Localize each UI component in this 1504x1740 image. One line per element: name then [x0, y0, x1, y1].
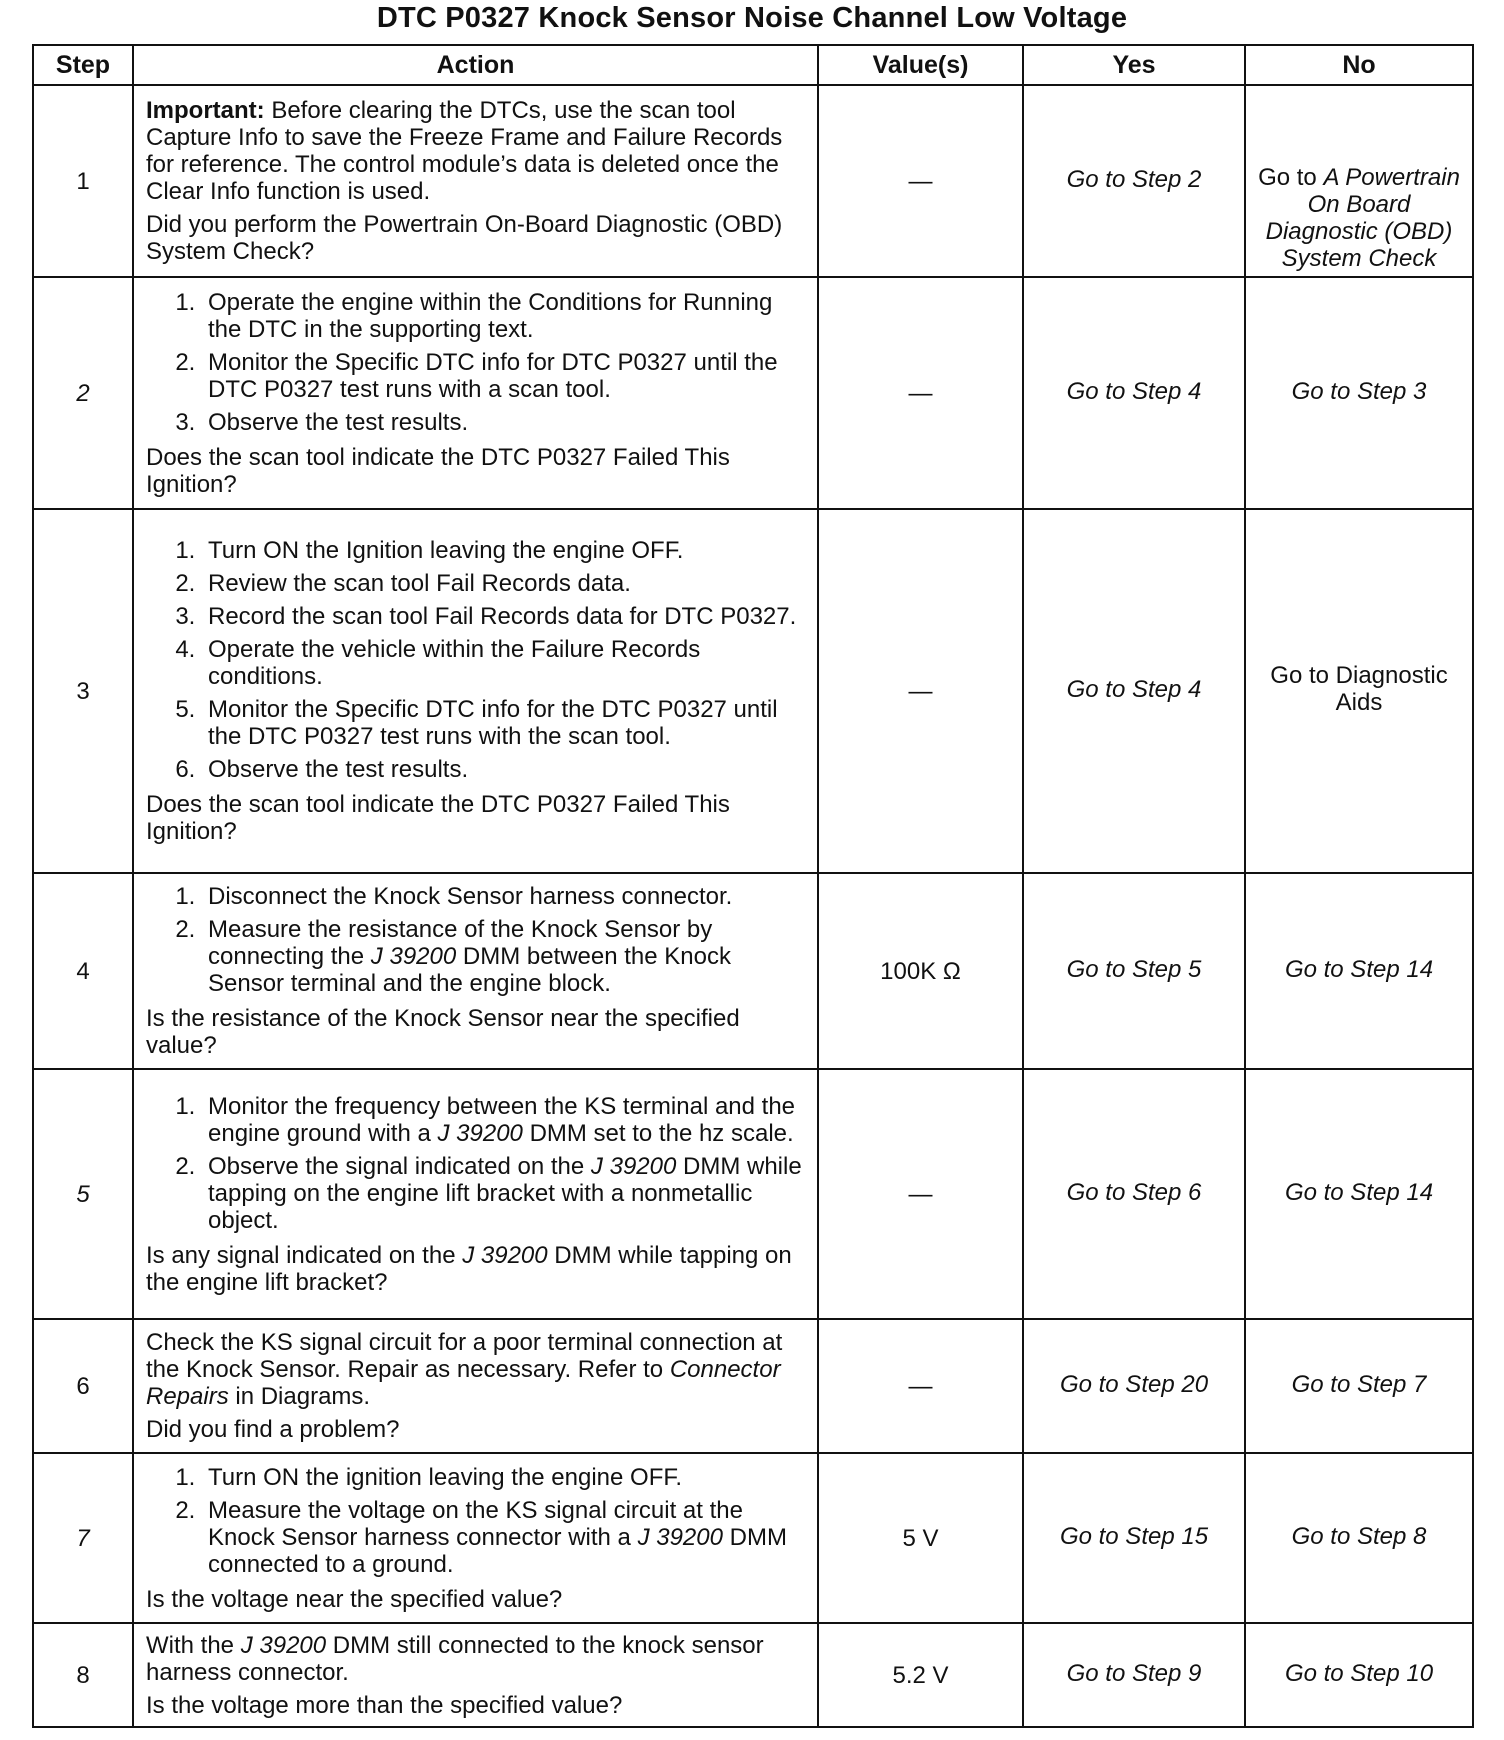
value-cell: 100K Ω	[818, 873, 1023, 1069]
important-label: Important:	[146, 97, 265, 124]
action-question: Does the scan tool indicate the DTC P0327 Failed This Ignition?	[146, 443, 730, 498]
header-yes: Yes	[1023, 45, 1245, 85]
value-cell: —	[818, 1069, 1023, 1319]
action-steps	[146, 1093, 809, 1234]
action-question	[146, 1242, 809, 1296]
action-steps	[146, 537, 809, 783]
step-text: Measure the voltage on the KS signal circuit at the Knock Sensor harness connector with a	[208, 1496, 743, 1551]
yes-result[interactable]: Go to Step 20	[1023, 1319, 1245, 1453]
diagnostic-table	[32, 44, 1474, 1728]
table-row	[33, 1623, 1473, 1727]
action-cell	[133, 277, 818, 509]
yes-result[interactable]: Go to Step 4	[1023, 277, 1245, 509]
no-result[interactable]: Go to Diagnostic Aids	[1245, 509, 1473, 873]
action-step: 1. Turn ON the Ignition leaving the engine OFF.	[202, 537, 809, 564]
action-question: Is the voltage more than the specified value?	[146, 1691, 623, 1719]
important-note	[146, 97, 809, 205]
step-text: DMM connected to a ground.	[208, 1523, 787, 1578]
step-text: DMM while tapping on the engine lift bracket with a nonmetallic object.	[208, 1152, 802, 1234]
value-cell: —	[818, 1319, 1023, 1453]
action-steps	[146, 1464, 809, 1578]
tool-name: J 39200	[370, 943, 457, 970]
action-cell	[133, 873, 818, 1069]
table-row	[33, 277, 1473, 509]
action-steps	[146, 289, 809, 436]
action-step	[202, 1093, 809, 1147]
question-text: Is any signal indicated on the	[146, 1241, 463, 1269]
header-action: Action	[133, 45, 818, 85]
no-result[interactable]: Go to Step 14	[1245, 1069, 1473, 1319]
yes-result[interactable]: Go to Step 4	[1023, 509, 1245, 873]
action-text-part: Check the KS signal circuit for a poor terminal connection at the Knock Sensor. Repair as necessary. Refer to	[146, 1329, 783, 1383]
tool-name: J 39200	[590, 1152, 677, 1180]
action-text-part: in Diagrams.	[228, 1383, 371, 1410]
no-result[interactable]: Go to Step 7	[1245, 1319, 1473, 1453]
action-cell	[133, 509, 818, 873]
tool-name: J 39200	[437, 1119, 523, 1147]
table-row	[33, 85, 1473, 277]
tool-name: J 39200	[637, 1523, 723, 1551]
question-text: DMM while tapping on the engine lift bracket?	[146, 1241, 792, 1296]
action-cell	[133, 1069, 818, 1319]
yes-result[interactable]: Go to Step 15	[1023, 1453, 1245, 1623]
value-cell: 5 V	[818, 1453, 1023, 1623]
step-number: 2	[33, 277, 133, 509]
action-cell	[133, 1623, 818, 1727]
yes-result[interactable]: Go to Step 9	[1023, 1623, 1245, 1727]
step-number: 4	[33, 873, 133, 1069]
value-cell: —	[818, 85, 1023, 277]
reference-link[interactable]: Connector Repairs	[146, 1356, 781, 1410]
no-result-link[interactable]: A Powertrain On Board Diagnostic (OBD) System Check	[1265, 164, 1460, 272]
action-step: 2. Monitor the Specific DTC info for DTC P0327 until the DTC P0327 test runs with a scan tool.	[202, 349, 809, 403]
action-step: 6. Observe the test results.	[202, 756, 809, 783]
action-step: 5. Monitor the Specific DTC info for the DTC P0327 until the DTC P0327 test runs with the scan tool.	[202, 696, 809, 750]
action-step: 3. Observe the test results.	[202, 409, 809, 436]
table-row	[33, 873, 1473, 1069]
header-step: Step	[33, 45, 133, 85]
step-text: Observe the signal indicated on the	[208, 1152, 591, 1180]
value-cell: —	[818, 509, 1023, 873]
step-text: DMM between the Knock Sensor terminal and the engine block.	[208, 943, 731, 997]
action-step: 3. Record the scan tool Fail Records data for DTC P0327.	[202, 603, 809, 630]
important-text: Before clearing the DTCs, use the scan tool Capture Info to save the Freeze Frame and Failure Records for reference. The control module’s data is deleted once the Clear Info function is used.	[146, 97, 783, 205]
action-question: Did you find a problem?	[146, 1416, 400, 1443]
action-question: Is the resistance of the Knock Sensor near the specified value?	[146, 1005, 740, 1059]
value-cell: 5.2 V	[818, 1623, 1023, 1727]
table-row	[33, 1319, 1473, 1453]
action-step: 1. Disconnect the Knock Sensor harness connector.	[202, 883, 809, 910]
action-step: 2. Review the scan tool Fail Records data.	[202, 570, 809, 597]
step-number: 8	[33, 1623, 133, 1727]
yes-result[interactable]: Go to Step 2	[1023, 85, 1245, 277]
action-step: 4. Operate the vehicle within the Failure Records conditions.	[202, 636, 809, 690]
action-step	[202, 1153, 809, 1234]
step-number: 6	[33, 1319, 133, 1453]
step-number: 7	[33, 1453, 133, 1623]
action-step	[202, 1497, 809, 1578]
action-text-part: DMM still connected to the knock sensor harness connector.	[146, 1631, 764, 1686]
step-text: DMM set to the hz scale.	[522, 1119, 794, 1147]
no-result[interactable]: Go to Step 8	[1245, 1453, 1473, 1623]
yes-result[interactable]: Go to Step 6	[1023, 1069, 1245, 1319]
no-result[interactable]	[1245, 85, 1473, 277]
action-step	[202, 916, 809, 997]
action-question: Does the scan tool indicate the DTC P0327 Failed This Ignition?	[146, 791, 730, 845]
tool-name: J 39200	[240, 1631, 327, 1659]
tool-name: J 39200	[462, 1241, 548, 1269]
action-step: 1. Turn ON the ignition leaving the engine OFF.	[202, 1464, 809, 1491]
step-text: Measure the resistance of the Knock Sensor by connecting the	[208, 916, 713, 970]
no-result[interactable]: Go to Step 3	[1245, 277, 1473, 509]
step-number: 5	[33, 1069, 133, 1319]
yes-result[interactable]: Go to Step 5	[1023, 873, 1245, 1069]
action-cell	[133, 1319, 818, 1453]
header-no: No	[1245, 45, 1473, 85]
action-text-part: With the	[146, 1631, 241, 1659]
action-text	[146, 1632, 809, 1686]
step-number: 1	[33, 85, 133, 277]
action-text	[146, 1329, 809, 1410]
action-cell	[133, 85, 818, 277]
no-result[interactable]: Go to Step 10	[1245, 1623, 1473, 1727]
action-steps	[146, 883, 809, 997]
step-number: 3	[33, 509, 133, 873]
table-row	[33, 509, 1473, 873]
action-cell	[133, 1453, 818, 1623]
no-result[interactable]: Go to Step 14	[1245, 873, 1473, 1069]
no-result-prefix: Go to	[1258, 164, 1324, 191]
step-text: Monitor the frequency between the KS terminal and the engine ground with a	[208, 1092, 796, 1147]
action-question: Did you perform the Powertrain On-Board Diagnostic (OBD) System Check?	[146, 211, 783, 265]
table-row	[33, 1069, 1473, 1319]
document-title: DTC P0327 Knock Sensor Noise Channel Low Voltage	[376, 2, 1128, 34]
table-row	[33, 1453, 1473, 1623]
value-cell: —	[818, 277, 1023, 509]
action-step: 1. Operate the engine within the Conditions for Running the DTC in the supporting text.	[202, 289, 809, 343]
table-header-row	[33, 45, 1473, 85]
header-values: Value(s)	[818, 45, 1023, 85]
action-question: Is the voltage near the specified value?	[146, 1585, 563, 1613]
